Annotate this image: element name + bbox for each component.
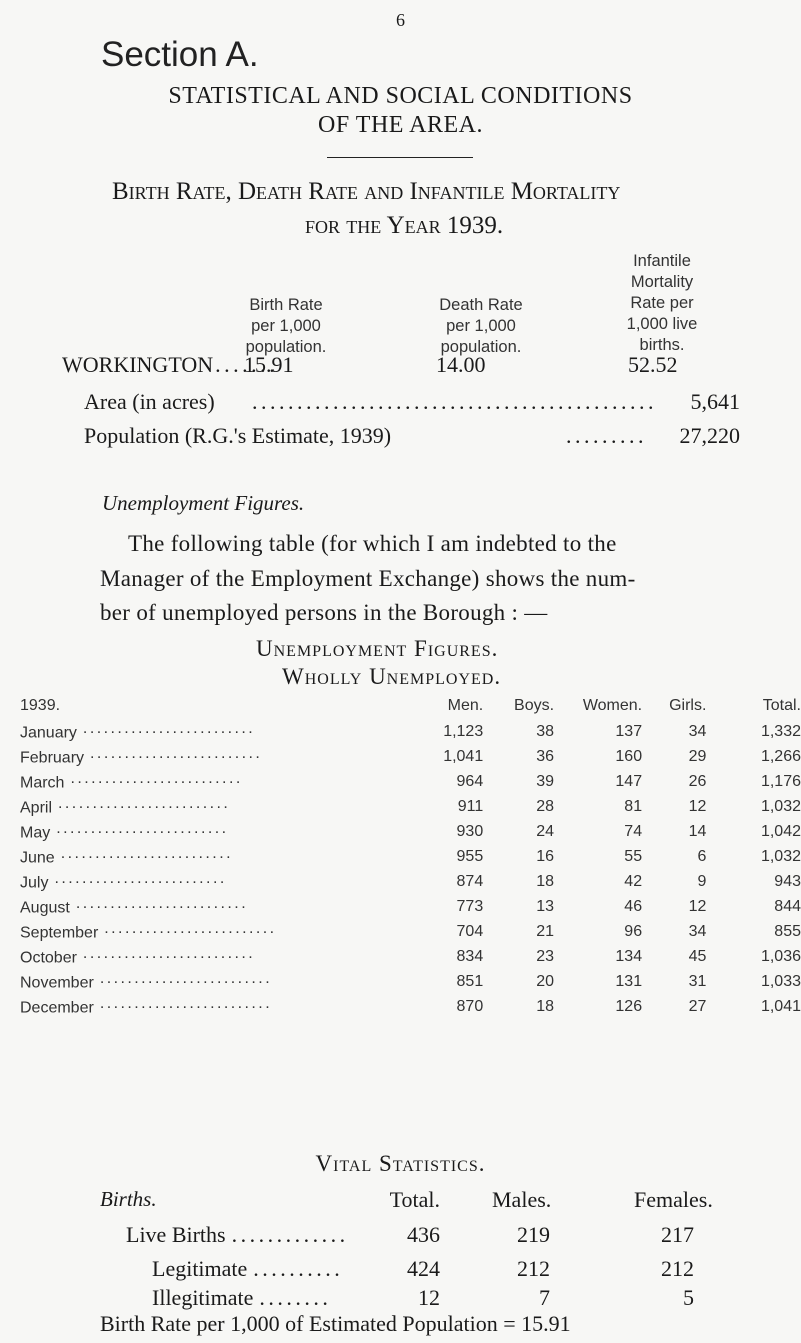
col-header-girls: Girls.: [669, 697, 707, 714]
cell-men: 874: [456, 872, 484, 890]
cell-boys: 18: [536, 997, 555, 1015]
col-death-header: Death Rate per 1,000 population.: [439, 296, 523, 356]
cell-men: 1,041: [443, 747, 484, 765]
cell-boys: 24: [536, 822, 555, 840]
vital-females: 5: [683, 1285, 694, 1310]
col-header-total: Total.: [762, 697, 801, 714]
table-row: [20, 894, 801, 919]
cell-women: 46: [624, 897, 643, 915]
cell-men: 704: [456, 922, 484, 940]
vital-total: 12: [418, 1285, 440, 1310]
population-value: 27,220: [679, 423, 740, 448]
birth-rate-value: 15.91: [244, 352, 294, 377]
cell-men: 773: [456, 897, 484, 915]
unemployment-table: [20, 693, 801, 1019]
cell-men: 964: [456, 772, 484, 790]
cell-girls: 27: [688, 997, 707, 1015]
cell-month: November. . .: [20, 969, 274, 994]
vital-total: 436: [407, 1222, 440, 1247]
cell-men: 911: [457, 797, 484, 815]
cell-month: July. . .: [20, 869, 274, 894]
table-row: [20, 919, 801, 944]
col-header-boys: Boys.: [514, 697, 555, 714]
cell-women: 74: [624, 822, 643, 840]
cell-boys: 16: [536, 847, 555, 865]
cell-men: 955: [456, 847, 484, 865]
cell-women: 137: [615, 722, 643, 740]
table-row: [20, 769, 801, 794]
table-row: [20, 794, 801, 819]
table-row: [20, 969, 801, 994]
cell-boys: 28: [536, 797, 555, 815]
cell-girls: 12: [688, 797, 707, 815]
rates-title-line2: for the Year 1939.: [305, 212, 504, 239]
vital-col-females: Females.: [634, 1187, 713, 1212]
cell-boys: 18: [536, 872, 555, 890]
cell-month: June. . .: [20, 844, 274, 869]
cell-total: 855: [774, 922, 801, 940]
table-row: [20, 944, 801, 969]
population-leader: [566, 423, 646, 449]
col-birth-header: Birth Rate per 1,000 population.: [245, 296, 327, 356]
paragraph-line1: The following table (for which I am indebted to the: [128, 531, 617, 556]
col-header-year: 1939.: [20, 697, 61, 714]
cell-men: 851: [456, 972, 484, 990]
cell-total: 1,041: [760, 997, 801, 1015]
cell-total: 1,032: [760, 847, 801, 865]
col-header-men: Men.: [447, 697, 484, 714]
rates-title-line1: Birth Rate, Death Rate and Infantile Mortality: [112, 178, 621, 205]
heading-divider: [327, 157, 473, 158]
workington-label: WORKINGTON. . .: [62, 352, 277, 378]
vital-col-males: Males.: [492, 1187, 552, 1212]
cell-boys: 20: [536, 972, 555, 990]
cell-girls: 6: [697, 847, 707, 865]
table-row: [20, 719, 801, 744]
table-row: [20, 744, 801, 769]
cell-month: March. . .: [20, 769, 274, 794]
table-title1: Unemployment Figures.: [256, 636, 499, 661]
cell-total: 844: [774, 897, 801, 915]
cell-women: 131: [615, 972, 643, 990]
cell-total: 1,032: [760, 797, 801, 815]
cell-boys: 39: [536, 772, 555, 790]
vital-females: 212: [661, 1256, 694, 1281]
table-row: [20, 844, 801, 869]
table-row: [20, 994, 801, 1019]
main-heading-line1: STATISTICAL AND SOCIAL CONDITIONS: [168, 83, 633, 109]
cell-month: September. . .: [20, 919, 274, 944]
cell-men: 1,123: [443, 722, 484, 740]
cell-girls: 14: [688, 822, 707, 840]
cell-month: May. . .: [20, 819, 274, 844]
area-value: 5,641: [690, 389, 740, 414]
cell-total: 1,332: [760, 722, 801, 740]
cell-month: August. . .: [20, 894, 274, 919]
cell-month: December. . .: [20, 994, 274, 1019]
table-row: [20, 869, 801, 894]
area-label: Area (in acres): [84, 389, 215, 414]
page-number: 6: [396, 10, 405, 30]
cell-total: 1,266: [760, 747, 801, 765]
cell-men: 870: [456, 997, 484, 1015]
vital-total: 424: [407, 1256, 440, 1281]
paragraph-line3: ber of unemployed persons in the Borough : —: [100, 600, 548, 625]
table-title2: Wholly Unemployed.: [282, 664, 502, 689]
col-infant-header: Infantile Mortality Rate per 1,000 live births.: [626, 252, 698, 354]
section-title: Section A.: [101, 35, 259, 74]
birth-rate-line: Birth Rate per 1,000 of Estimated Population = 15.91: [100, 1311, 571, 1336]
cell-total: 1,042: [760, 822, 801, 840]
cell-women: 147: [615, 772, 643, 790]
cell-boys: 36: [536, 747, 555, 765]
vital-title: Vital Statistics.: [315, 1151, 486, 1176]
cell-women: 42: [624, 872, 643, 890]
cell-girls: 34: [688, 722, 707, 740]
cell-boys: 13: [536, 897, 555, 915]
vital-row-label: Illegitimate. . .: [152, 1285, 329, 1311]
paragraph-line2: Manager of the Employment Exchange) shows the num-: [100, 566, 636, 591]
cell-month: February. . .: [20, 744, 274, 769]
cell-boys: 23: [536, 947, 555, 965]
cell-girls: 31: [688, 972, 707, 990]
cell-boys: 38: [536, 722, 555, 740]
death-rate-value: 14.00: [436, 352, 486, 377]
cell-month: January. . .: [20, 719, 274, 744]
cell-girls: 12: [688, 897, 707, 915]
main-heading-line2: OF THE AREA.: [318, 112, 483, 138]
vital-males: 219: [517, 1222, 550, 1247]
table-row: [20, 819, 801, 844]
cell-men: 834: [456, 947, 484, 965]
cell-men: 930: [456, 822, 484, 840]
cell-women: 160: [615, 747, 643, 765]
cell-women: 126: [615, 997, 643, 1015]
vital-males: 212: [517, 1256, 550, 1281]
births-label: Births.: [100, 1187, 157, 1211]
vital-row-label: Legitimate. . .: [152, 1256, 341, 1282]
cell-total: 943: [774, 872, 801, 890]
cell-women: 81: [624, 797, 643, 815]
cell-girls: 45: [688, 947, 707, 965]
cell-total: 1,036: [760, 947, 801, 965]
cell-women: 55: [624, 847, 643, 865]
cell-girls: 29: [688, 747, 707, 765]
cell-total: 1,033: [760, 972, 801, 990]
vital-row-label: Live Births. . .: [126, 1222, 344, 1248]
cell-total: 1,176: [760, 772, 801, 790]
unemployment-subheading: Unemployment Figures.: [102, 491, 305, 515]
area-leader: [252, 389, 654, 415]
cell-girls: 9: [697, 872, 707, 890]
cell-girls: 26: [688, 772, 707, 790]
cell-month: October. . .: [20, 944, 274, 969]
cell-boys: 21: [536, 922, 555, 940]
col-header-women: Women.: [582, 697, 643, 714]
vital-females: 217: [661, 1222, 694, 1247]
cell-girls: 34: [688, 922, 707, 940]
table-header-row: [20, 693, 801, 719]
vital-col-total: Total.: [389, 1187, 440, 1212]
cell-women: 134: [615, 947, 643, 965]
cell-month: April. . .: [20, 794, 274, 819]
vital-males: 7: [539, 1285, 550, 1310]
population-label: Population (R.G.'s Estimate, 1939): [84, 423, 392, 448]
cell-women: 96: [624, 922, 643, 940]
infant-rate-value: 52.52: [628, 352, 678, 377]
